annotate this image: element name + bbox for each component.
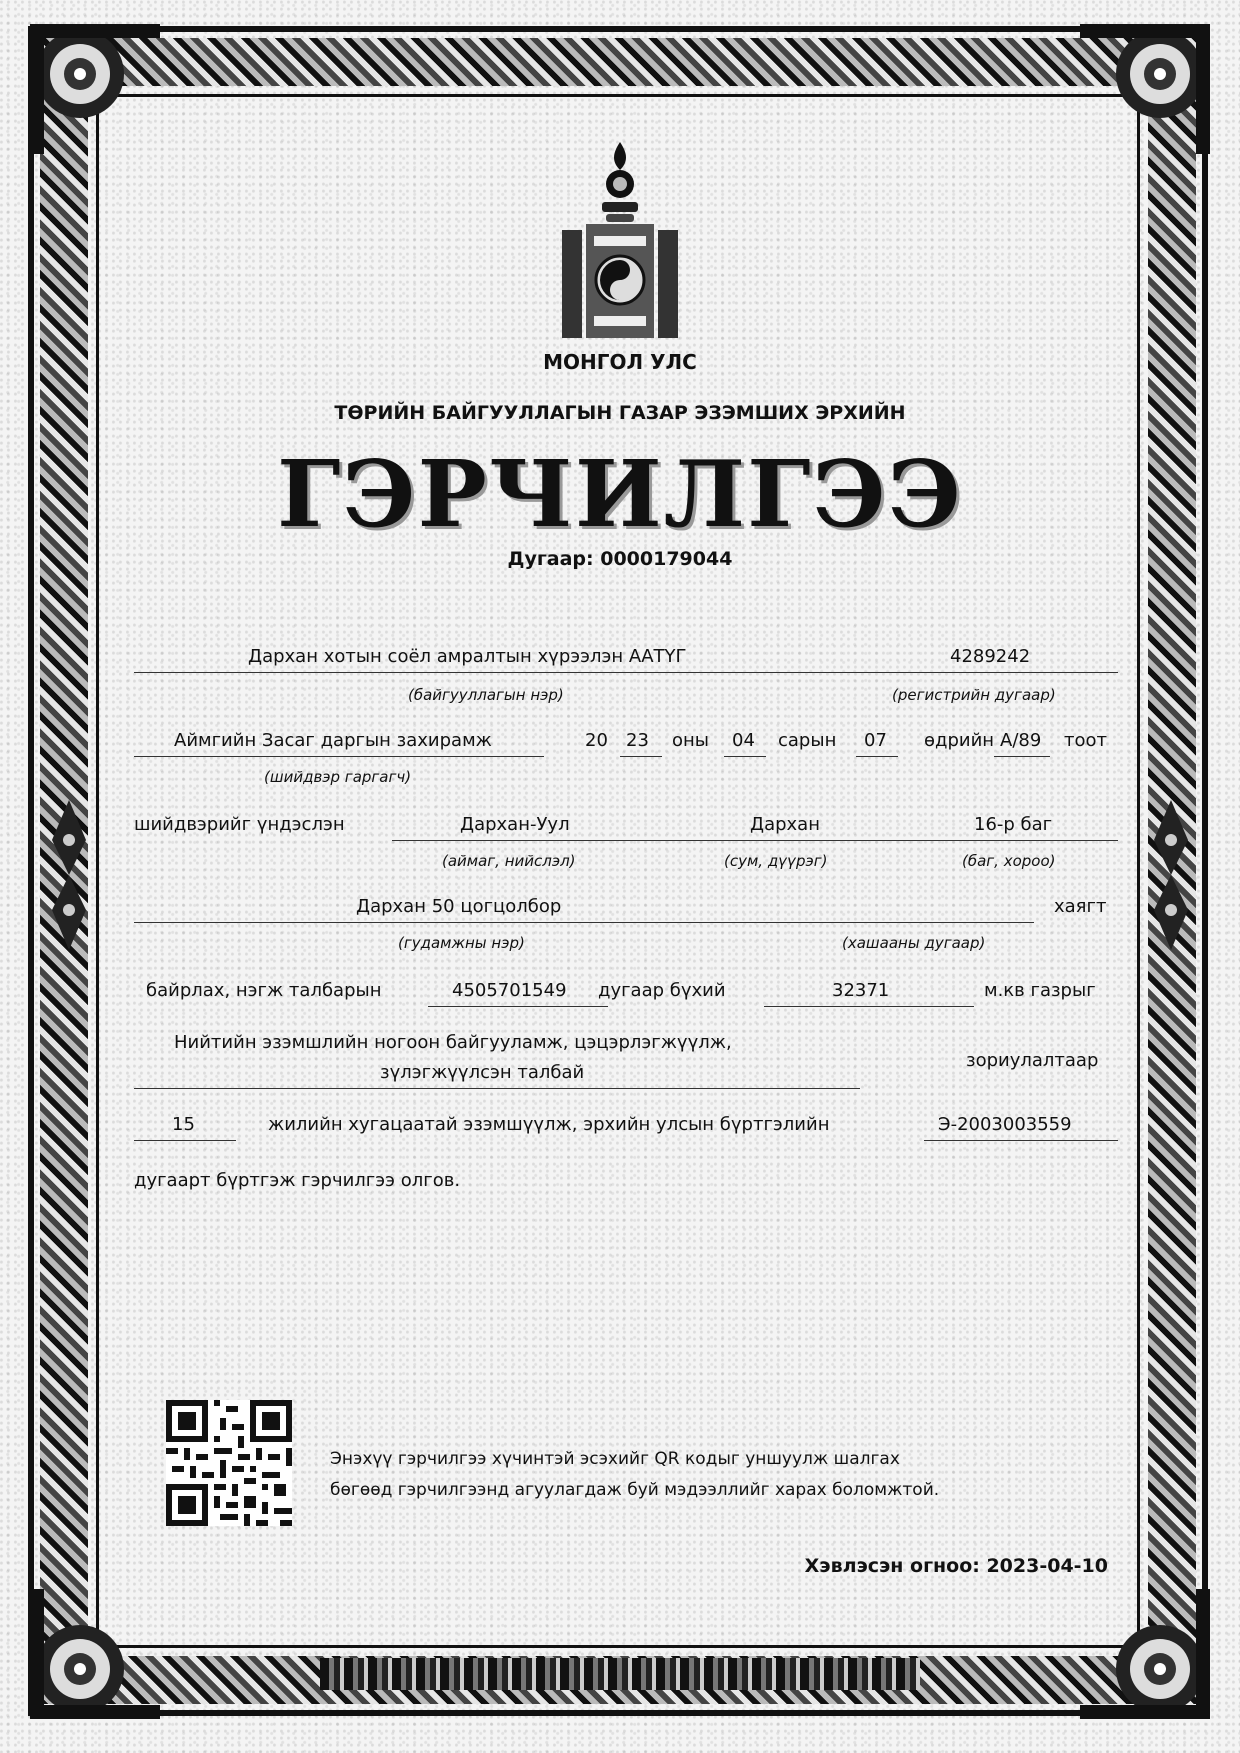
decision-issuer-value: Аймгийн Засаг даргын захирамж <box>174 730 492 751</box>
years-underline <box>134 1140 236 1141</box>
year-word: оны <box>672 730 709 751</box>
month-value: 04 <box>732 730 755 751</box>
printed-date: Хэвлэсэн огноо: 2023-04-10 <box>804 1555 1108 1577</box>
parcel-lead-text: байрлах, нэгж талбарын <box>146 980 382 1001</box>
registration-number: Э-2003003559 <box>938 1114 1072 1135</box>
regno-underline <box>924 1140 1118 1141</box>
certificate-subtitle: ТӨРИЙН БАЙГУУЛЛАГЫН ГАЗАР ЭЗЭМШИХ ЭРХИЙН <box>334 402 906 424</box>
org-register-value: 4289242 <box>950 646 1031 667</box>
corner-ornament-icon <box>20 14 170 164</box>
parcel-unit-text: м.кв газрыг <box>984 980 1096 1001</box>
month-underline <box>724 756 766 757</box>
bottom-ornament-strip <box>320 1658 920 1690</box>
doc-underline <box>994 756 1050 757</box>
bag-caption: (баг, хороо) <box>962 852 1056 870</box>
term-years-value: 15 <box>172 1114 195 1135</box>
sum-value: Дархан <box>750 814 820 835</box>
qr-note-line-2: бөгөөд гэрчилгээнд агуулагдаж буй мэдээллийг харах боломжтой. <box>330 1480 940 1500</box>
location-underline <box>392 840 1118 841</box>
org-name-value: Дархан хотын соёл амралтын хүрээлэн ААТҮГ <box>248 646 687 667</box>
parcel-unit-number: 4505701549 <box>452 980 567 1001</box>
sum-caption: (сум, дүүрэг) <box>724 852 828 870</box>
state-emblem-icon <box>560 140 680 340</box>
day-underline <box>856 756 898 757</box>
org-name-caption: (байгууллагын нэр) <box>408 686 564 704</box>
year-underline <box>620 756 662 757</box>
qr-note <box>330 1444 939 1506</box>
street-value: Дархан 50 цогцолбор <box>356 896 562 917</box>
doc-word: тоот <box>1064 730 1107 751</box>
aimag-value: Дархан-Уул <box>460 814 570 835</box>
year-value: 23 <box>626 730 649 751</box>
purpose-underline <box>134 1088 860 1089</box>
qr-code-icon <box>166 1400 292 1526</box>
aimag-caption: (аймаг, нийслэл) <box>442 852 576 870</box>
yard-caption: (хашааны дугаар) <box>842 934 986 952</box>
doc-number-value: А/89 <box>1000 730 1042 751</box>
parcel-area-value: 32371 <box>832 980 890 1001</box>
purpose-suffix: зориулалтаар <box>966 1050 1099 1071</box>
basis-text: шийдвэрийг үндэслэн <box>134 814 345 835</box>
area-underline <box>764 1006 974 1007</box>
day-value: 07 <box>864 730 887 751</box>
day-word: өдрийн <box>924 730 995 751</box>
term-text: жилийн хугацаатай эзэмшүүлж, эрхийн улсын бүртгэлийн <box>268 1114 830 1135</box>
org-underline <box>134 672 1118 673</box>
org-register-caption: (регистрийн дугаар) <box>892 686 1056 704</box>
corner-ornament-icon <box>20 1579 170 1729</box>
issuer-underline <box>134 756 544 757</box>
month-word: сарын <box>778 730 837 751</box>
parcel-mid-text: дугаар бүхий <box>598 980 726 1001</box>
certificate-title: ГЭРЧИЛГЭЭ <box>276 440 964 548</box>
side-ornament-icon <box>52 800 86 950</box>
qr-note-line-1: Энэхүү гэрчилгээ хүчинтэй эсэхийг QR кодыг уншуулж шалгах <box>330 1449 900 1469</box>
street-underline <box>134 922 1034 923</box>
closing-text: дугаарт бүртгэж гэрчилгээ олгов. <box>134 1170 461 1191</box>
certificate-number: Дугаар: 0000179044 <box>507 548 733 570</box>
side-ornament-icon <box>1154 800 1188 950</box>
corner-ornament-icon <box>1070 1579 1220 1729</box>
corner-ornament-icon <box>1070 14 1220 164</box>
country-heading: МОНГОЛ УЛС <box>543 350 697 374</box>
unit-underline <box>428 1006 608 1007</box>
issuer-caption: (шийдвэр гаргагч) <box>264 768 412 786</box>
purpose-line-2: зүлэгжүүлсэн талбай <box>380 1062 585 1083</box>
bag-value: 16-р баг <box>974 814 1053 835</box>
address-word: хаягт <box>1054 896 1107 917</box>
year-prefix: 20 <box>585 730 608 751</box>
purpose-line-1: Нийтийн эзэмшлийн ногоон байгууламж, цэцэрлэгжүүлж, <box>174 1032 732 1053</box>
street-caption: (гудамжны нэр) <box>398 934 525 952</box>
